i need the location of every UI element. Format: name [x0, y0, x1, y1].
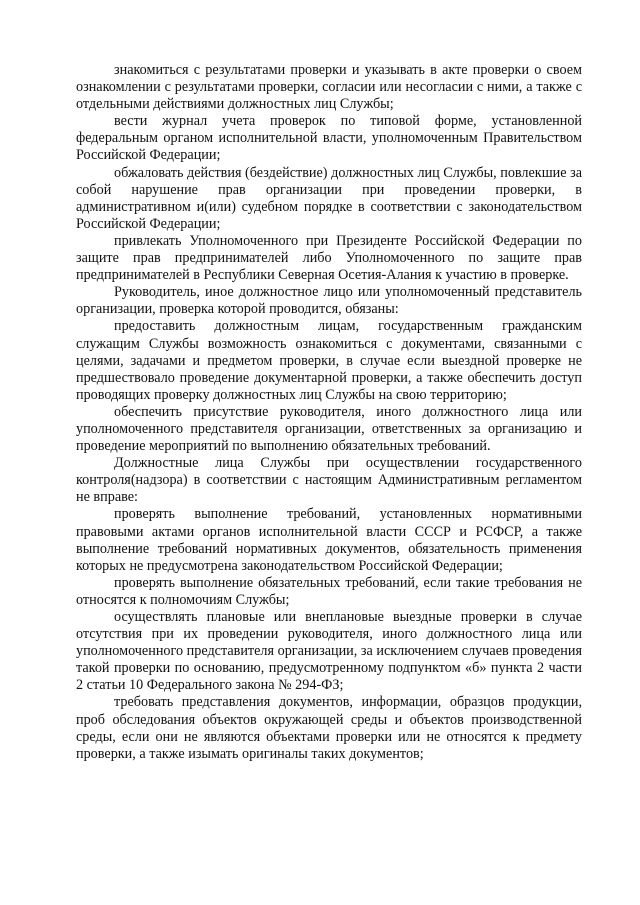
paragraph-4: привлекать Уполномоченного при Президенте Российской Федерации по защите прав предпринимателей либо Уполномоченного по защите прав предпринимателей в Республики Северная Осетия-Алания к участию в проверке. [76, 232, 582, 284]
paragraph-6: предоставить должностным лицам, государственным гражданским служащим Службы возможность ознакомиться с документами, связанными с целями, задачами и предметом проверки, в случае если выездной проверке не предшествовало проведение документарной проверки, а также обеспечить доступ проводящих проверку должностных лиц Службы на свою территорию; [76, 318, 582, 403]
paragraph-7: обеспечить присутствие руководителя, иного должностного лица или уполномоченного представителя организации, ответственных за организацию и проведение мероприятий по выполнению обязательных требований. [76, 403, 582, 455]
paragraph-2: вести журнал учета проверок по типовой форме, установленной федеральным органом исполнительной власти, уполномоченным Правительством Российской Федерации; [76, 113, 582, 164]
paragraph-9: проверять выполнение требований, установленных нормативными правовыми актами органов исполнительной власти СССР и РСФСР, а также выполнение требований нормативных документов, обязательность применения которых не предусмотрена законодательством Российской Федерации; [76, 506, 582, 574]
document-page [76, 62, 582, 763]
paragraph-12: требовать представления документов, информации, образцов продукции, проб обследования объектов окружающей среды и объектов производственной среды, если они не являются объектами проверки или не относятся к предмету проверки, а также изымать оригиналы таких документов; [76, 694, 582, 762]
paragraph-3: обжаловать действия (бездействие) должностных лиц Службы, повлекшие за собой нарушение прав организации при проведении проверки, в административном и(или) судебном порядке в соответствии с законодательством Российской Федерации; [76, 164, 582, 232]
paragraph-11: осуществлять плановые или внеплановые выездные проверки в случае отсутствия при их проведении руководителя, иного должностного лица или уполномоченного представителя организации, за исключением случаев проведения такой проверки по основанию, предусмотренному подпунктом «б» пункта 2 части 2 статьи 10 Федерального закона № 294-ФЗ; [76, 609, 582, 694]
paragraph-5: Руководитель, иное должностное лицо или уполномоченный представитель организации, проверка которой проводится, обязаны: [76, 284, 582, 318]
paragraph-10: проверять выполнение обязательных требований, если такие требования не относятся к полномочиям Службы; [76, 574, 582, 608]
paragraph-1: знакомиться с результатами проверки и указывать в акте проверки о своем ознакомлении с результатами проверки, согласии или несогласии с ними, а также с отдельными действиями должностных лиц Службы; [76, 62, 582, 113]
paragraph-8: Должностные лица Службы при осуществлении государственного контроля(надзора) в соответствии с настоящим Административным регламентом не вправе: [76, 455, 582, 506]
